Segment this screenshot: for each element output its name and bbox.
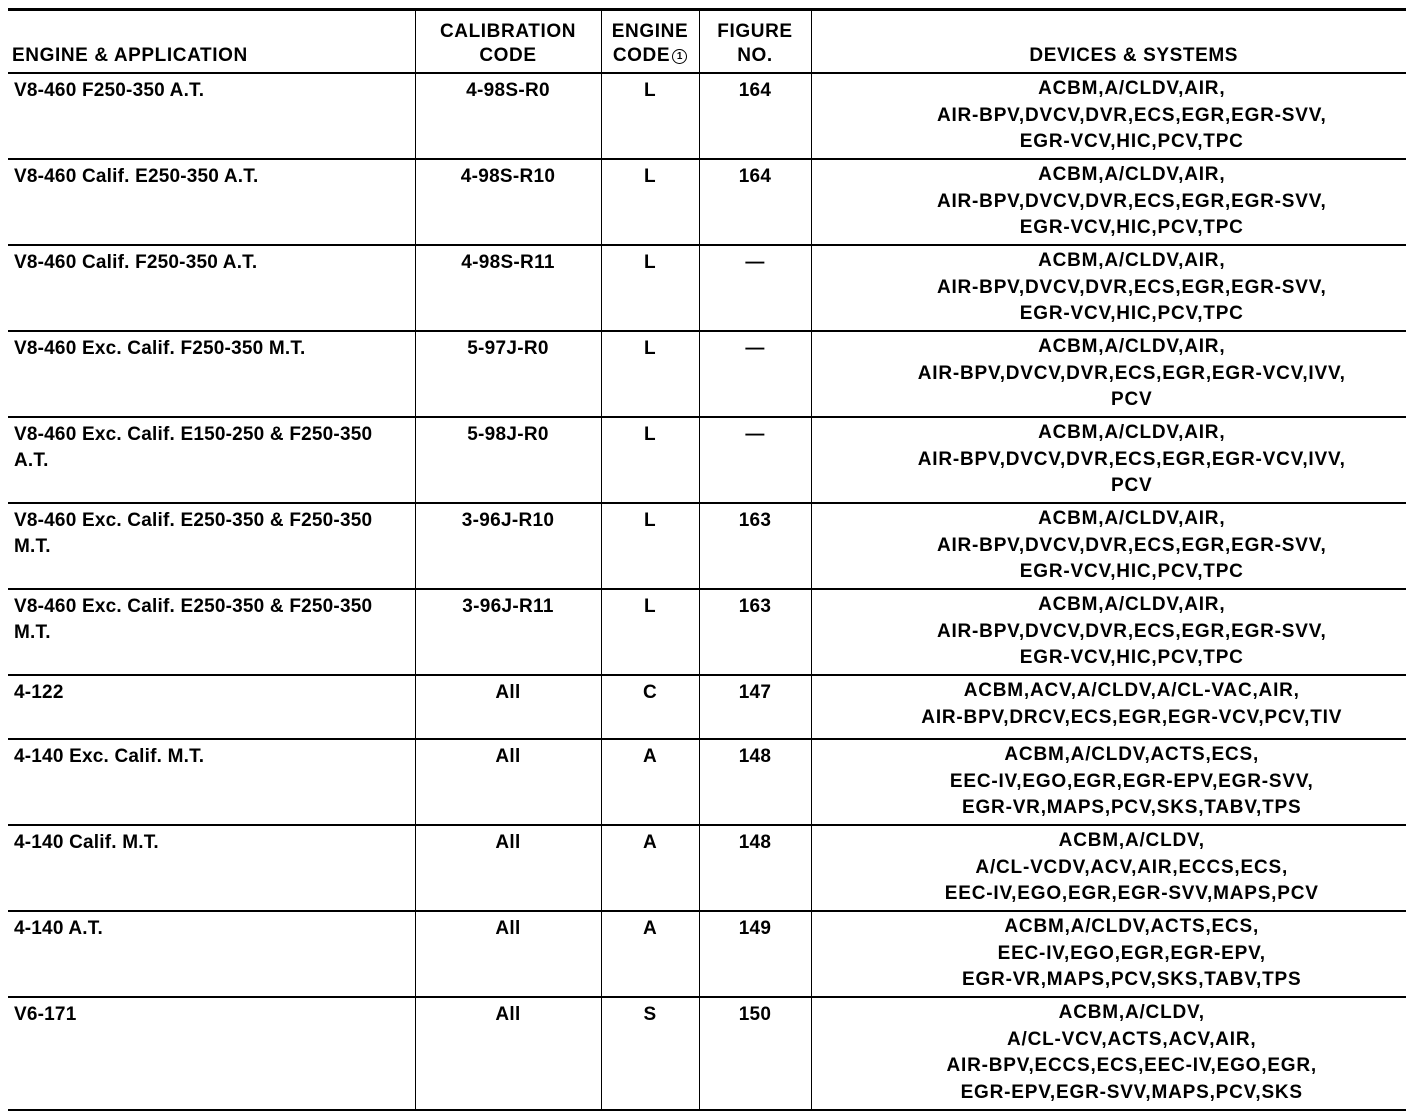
devices-systems-cell: ACBM,A/CLDV,AIR, AIR-BPV,DVCV,DVR,ECS,EGR,EGR-SVV, EGR-VCV,HIC,PCV,TPC — [811, 245, 1406, 331]
emission-systems-table — [8, 11, 1406, 1111]
engine-application-cell: V6-171 — [8, 997, 415, 1110]
calibration-code-cell: 3-96J-R11 — [415, 589, 601, 675]
calibration-code-cell: 4-98S-R11 — [415, 245, 601, 331]
engine-application-cell: V8-460 F250-350 A.T. — [8, 73, 415, 159]
figure-number-cell: 148 — [699, 825, 811, 911]
table-row — [8, 589, 1406, 675]
calibration-code-cell: All — [415, 825, 601, 911]
engine-application-cell: V8-460 Exc. Calif. F250-350 M.T. — [8, 331, 415, 417]
figure-number-cell: 164 — [699, 73, 811, 159]
table-row — [8, 503, 1406, 589]
figure-number-cell: 150 — [699, 997, 811, 1110]
engine-code-cell: A — [601, 739, 699, 825]
table-body — [8, 73, 1406, 1110]
table-row — [8, 331, 1406, 417]
figure-number-cell: 164 — [699, 159, 811, 245]
engine-application-cell: V8-460 Exc. Calif. E250-350 & F250-350 M.T. — [8, 503, 415, 589]
engine-code-cell: L — [601, 417, 699, 503]
table-row — [8, 911, 1406, 997]
calibration-code-cell: 4-98S-R0 — [415, 73, 601, 159]
figure-number-cell: — — [699, 245, 811, 331]
calibration-code-cell: All — [415, 997, 601, 1110]
engine-code-cell: A — [601, 911, 699, 997]
devices-systems-cell: ACBM,A/CLDV, A/CL-VCDV,ACV,AIR,ECCS,ECS, EEC-IV,EGO,EGR,EGR-SVV,MAPS,PCV — [811, 825, 1406, 911]
table-row — [8, 245, 1406, 331]
calibration-code-cell: All — [415, 911, 601, 997]
engine-code-cell: L — [601, 73, 699, 159]
table-row — [8, 73, 1406, 159]
engine-code-cell: S — [601, 997, 699, 1110]
engine-application-cell: 4-122 — [8, 675, 415, 739]
devices-systems-cell: ACBM,A/CLDV,AIR, AIR-BPV,DVCV,DVR,ECS,EGR,EGR-SVV, EGR-VCV,HIC,PCV,TPC — [811, 73, 1406, 159]
devices-systems-cell: ACBM,A/CLDV,ACTS,ECS, EEC-IV,EGO,EGR,EGR-EPV, EGR-VR,MAPS,PCV,SKS,TABV,TPS — [811, 911, 1406, 997]
table-row — [8, 417, 1406, 503]
engine-code-cell: L — [601, 503, 699, 589]
devices-systems-cell: ACBM,A/CLDV,AIR, AIR-BPV,DVCV,DVR,ECS,EGR,EGR-SVV, EGR-VCV,HIC,PCV,TPC — [811, 503, 1406, 589]
engine-code-cell: L — [601, 245, 699, 331]
engine-code-cell: L — [601, 159, 699, 245]
table-row — [8, 159, 1406, 245]
devices-systems-cell: ACBM,A/CLDV,AIR, AIR-BPV,DVCV,DVR,ECS,EGR,EGR-SVV, EGR-VCV,HIC,PCV,TPC — [811, 159, 1406, 245]
table-row — [8, 675, 1406, 739]
figure-number-cell: — — [699, 417, 811, 503]
header-engine-code: ENGINE CODE 1 — [601, 11, 699, 73]
engine-code-cell: C — [601, 675, 699, 739]
calibration-code-cell: All — [415, 675, 601, 739]
table-row — [8, 825, 1406, 911]
table-row — [8, 997, 1406, 1110]
figure-number-cell: — — [699, 331, 811, 417]
engine-application-cell: 4-140 Exc. Calif. M.T. — [8, 739, 415, 825]
devices-systems-cell: ACBM,ACV,A/CLDV,A/CL-VAC,AIR, AIR-BPV,DRCV,ECS,EGR,EGR-VCV,PCV,TIV — [811, 675, 1406, 739]
devices-systems-cell: ACBM,A/CLDV,AIR, AIR-BPV,DVCV,DVR,ECS,EGR,EGR-SVV, EGR-VCV,HIC,PCV,TPC — [811, 589, 1406, 675]
engine-code-cell: L — [601, 331, 699, 417]
devices-systems-cell: ACBM,A/CLDV,AIR, AIR-BPV,DVCV,DVR,ECS,EGR,EGR-VCV,IVV, PCV — [811, 417, 1406, 503]
engine-application-cell: V8-460 Calif. F250-350 A.T. — [8, 245, 415, 331]
engine-application-cell: V8-460 Calif. E250-350 A.T. — [8, 159, 415, 245]
engine-application-cell: V8-460 Exc. Calif. E150-250 & F250-350 A.T. — [8, 417, 415, 503]
header-engine-application: ENGINE & APPLICATION — [8, 11, 415, 73]
engine-application-cell: 4-140 A.T. — [8, 911, 415, 997]
figure-number-cell: 148 — [699, 739, 811, 825]
engine-code-cell: A — [601, 825, 699, 911]
engine-code-cell: L — [601, 589, 699, 675]
header-figure-no: FIGURE NO. — [699, 11, 811, 73]
header-devices-systems: DEVICES & SYSTEMS — [811, 11, 1406, 73]
calibration-code-cell: 5-97J-R0 — [415, 331, 601, 417]
calibration-code-cell: 5-98J-R0 — [415, 417, 601, 503]
engine-application-cell: V8-460 Exc. Calif. E250-350 & F250-350 M.T. — [8, 589, 415, 675]
header-row — [8, 11, 1406, 73]
calibration-code-cell: 4-98S-R10 — [415, 159, 601, 245]
devices-systems-cell: ACBM,A/CLDV, A/CL-VCV,ACTS,ACV,AIR, AIR-BPV,ECCS,ECS,EEC-IV,EGO,EGR, EGR-EPV,EGR-SVV,MAPS,PCV,SKS — [811, 997, 1406, 1110]
calibration-code-cell: 3-96J-R10 — [415, 503, 601, 589]
engine-application-cell: 4-140 Calif. M.T. — [8, 825, 415, 911]
devices-systems-cell: ACBM,A/CLDV,ACTS,ECS, EEC-IV,EGO,EGR,EGR-EPV,EGR-SVV, EGR-VR,MAPS,PCV,SKS,TABV,TPS — [811, 739, 1406, 825]
figure-number-cell: 163 — [699, 589, 811, 675]
devices-systems-cell: ACBM,A/CLDV,AIR, AIR-BPV,DVCV,DVR,ECS,EGR,EGR-VCV,IVV, PCV — [811, 331, 1406, 417]
figure-number-cell: 149 — [699, 911, 811, 997]
calibration-code-cell: All — [415, 739, 601, 825]
figure-number-cell: 147 — [699, 675, 811, 739]
header-calibration-code: CALIBRATION CODE — [415, 11, 601, 73]
figure-number-cell: 163 — [699, 503, 811, 589]
table-row — [8, 739, 1406, 825]
footnote-1-marker: 1 — [672, 49, 687, 64]
